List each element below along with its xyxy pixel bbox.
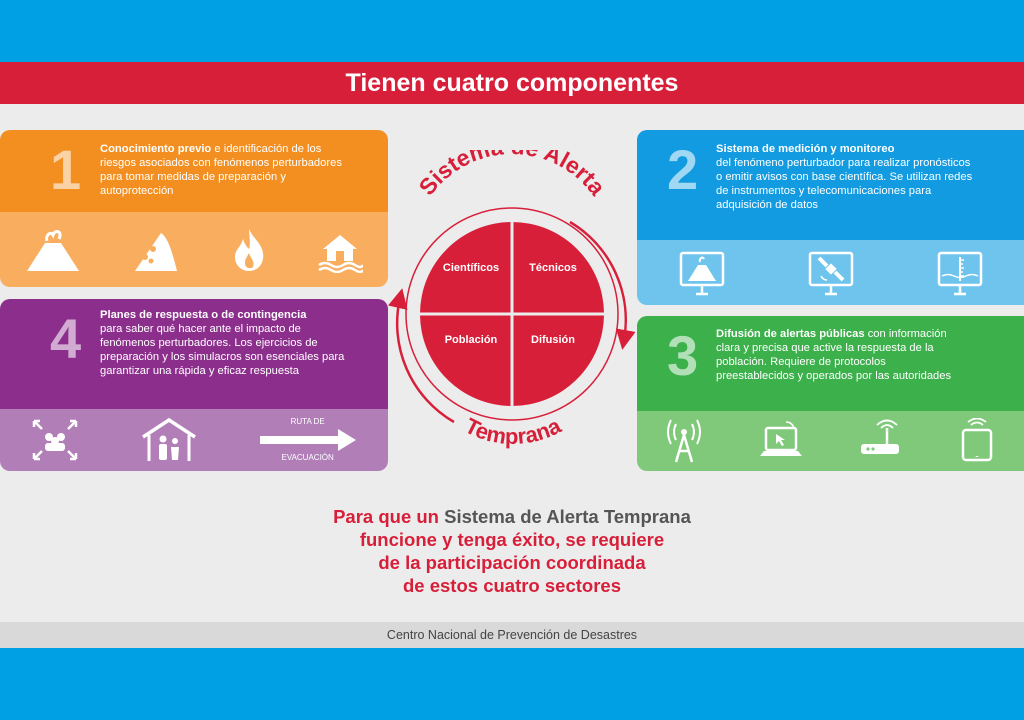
panel-2-icons	[637, 240, 1024, 305]
panel-4	[0, 299, 388, 471]
panel-1-heading: Conocimiento previo	[100, 143, 212, 155]
panel-1-body: e identificación de los riesgos asociados con fenómenos perturbadores para tomar medidas de preparación y autoprotección	[100, 143, 342, 197]
landslide-icon	[131, 227, 181, 273]
title-bar	[0, 62, 1024, 104]
panel-3-text	[716, 327, 961, 383]
panel-3-body: con información clara y precisa que active la respuesta de la población. Requiere de protocolos preestablecidos y operados por las autoridades	[716, 328, 952, 382]
volcano-icon	[25, 227, 81, 273]
route-label-bottom: EVACUACIÓN	[281, 453, 334, 462]
laptop-icon	[758, 418, 804, 464]
closing-message	[260, 505, 764, 597]
panel-3-icons	[637, 411, 1024, 471]
panel-1-number: 1	[50, 138, 82, 201]
panel-3-heading: Difusión de alertas públicas	[716, 328, 865, 340]
panel-4-body: para saber qué hacer ante el impacto de fenómenos perturbadores. Los ejercicios de preparación y los simulacros son esenciales para garantizar una rápida y eficaz respuesta	[100, 323, 345, 377]
closing-line-3: de la participación coordinada	[378, 552, 646, 573]
footer-credit: Centro Nacional de Prevención de Desastres	[386, 628, 638, 642]
flood-house-icon	[317, 227, 363, 273]
panel-1-icons	[0, 212, 388, 287]
panel-2-heading: Sistema de medición y monitoreo	[716, 143, 895, 155]
router-icon	[857, 418, 903, 464]
closing-line-4: de estos cuatro sectores	[403, 575, 621, 596]
panel-4-number: 4	[50, 307, 82, 370]
diagram-title-top: Sistem Alerta	[413, 150, 611, 200]
level-gauge-monitor-icon	[936, 250, 984, 296]
meeting-point-icon	[30, 417, 80, 463]
quadrant-tecnicos: Técnicos	[529, 262, 577, 274]
diagram-title-bottom: Temprana	[461, 412, 565, 449]
volcano-monitor-icon	[678, 250, 726, 296]
panel-2-number: 2	[667, 138, 699, 201]
closing-highlight: Sistema de Alerta Temprana	[444, 506, 691, 527]
fire-icon	[231, 227, 267, 273]
panel-4-icons	[0, 409, 388, 471]
quadrant-difusion: Difusión	[531, 334, 575, 346]
evacuation-route-icon	[258, 417, 358, 463]
panel-1	[0, 130, 388, 287]
panel-4-text	[100, 308, 355, 378]
footer-bar	[0, 622, 1024, 648]
antenna-tower-icon	[664, 418, 704, 464]
panel-2	[637, 130, 1024, 305]
page-title: Tienen cuatro componentes	[345, 68, 679, 97]
panel-4-heading: Planes de respuesta o de contingencia	[100, 309, 307, 321]
closing-line-2: funcione y tenga éxito, se requiere	[359, 529, 665, 550]
quadrant-poblacion: Población	[444, 334, 498, 346]
alert-system-diagram	[388, 150, 636, 460]
alert-system-graphic	[388, 150, 636, 460]
panel-1-text	[100, 142, 350, 198]
satellite-monitor-icon	[807, 250, 855, 296]
panel-2-text	[716, 142, 974, 212]
panel-2-body: del fenómeno perturbador para realizar pronósticos o emitir avisos con base científica. Se utilizan redes de instrumentos y telecomunicaciones para adquisición de datos	[716, 157, 973, 211]
panel-3	[637, 316, 1024, 471]
closing-line-1-pre: Para que un	[333, 506, 445, 527]
tablet-icon	[957, 418, 997, 464]
route-label-top: RUTA DE	[290, 417, 325, 426]
shelter-house-icon	[141, 417, 197, 463]
panel-3-number: 3	[667, 324, 699, 387]
quadrant-cientificos: Científicos	[442, 262, 500, 274]
closing-line-1	[260, 505, 764, 528]
